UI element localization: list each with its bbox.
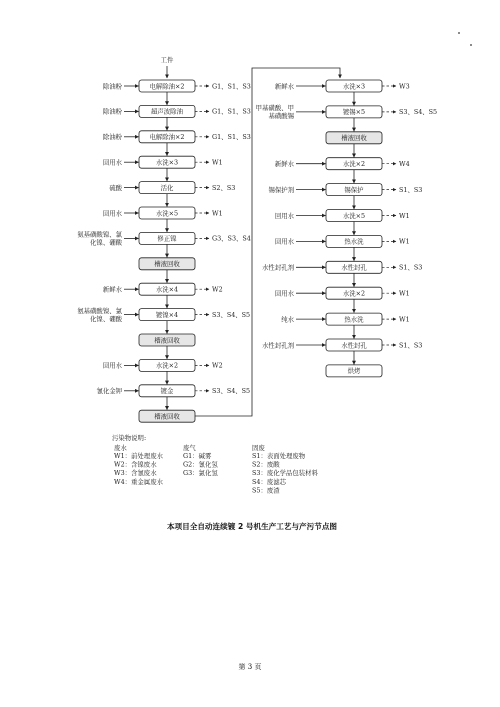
legend-item: W4：重金属废水: [114, 477, 163, 486]
left-emission-label: W1: [212, 209, 223, 218]
speck-mark: [458, 32, 460, 34]
right-step-label: 镀锡×5: [342, 108, 366, 117]
left-step-label: 镀金: [160, 387, 174, 396]
figure-caption: 本项目全自动连续镀 2 号机生产工艺与产污节点图: [166, 522, 338, 531]
left-step-label: 超声波除油: [151, 107, 183, 116]
left-step-label: 活化: [160, 183, 174, 192]
legend-item: S2：废酸: [252, 460, 280, 469]
left-step-label: 水洗×5: [155, 209, 179, 218]
right-step-label: 热水洗: [344, 315, 364, 324]
left-input-label: 氨基磺酸镍、氯: [77, 306, 122, 315]
right-input-label: 回用水: [274, 289, 294, 298]
right-input-label: 回用水: [274, 211, 294, 220]
right-step-label: 水洗×2: [342, 160, 366, 168]
left-step-label: 槽液回收: [154, 412, 180, 421]
right-emission-label: W1: [399, 315, 410, 324]
right-input-label: 水性封孔剂: [262, 263, 294, 272]
left-input-label: 氨基磺酸镍、氯: [77, 230, 122, 239]
right-emission-label: W1: [399, 211, 410, 220]
right-input-label: 纯水: [281, 315, 294, 324]
right-step-label: 锡保护: [344, 185, 364, 194]
right-step-label: 水性封孔: [341, 263, 367, 272]
left-emission-label: G1、S1、S3: [212, 82, 251, 91]
right-emission-label: W1: [399, 289, 410, 298]
right-emission-label: W4: [399, 160, 410, 168]
legend-group-heading: 固废: [252, 444, 265, 452]
right-input-label: 新鲜水: [274, 160, 294, 168]
legend-item: W3：含氰废水: [114, 469, 157, 478]
legend-item: S3：废化学品包装材料: [252, 469, 318, 478]
left-step-label: 水洗×4: [155, 285, 179, 294]
left-step-label: 槽液回收: [154, 336, 180, 345]
right-input-label: 回用水: [274, 237, 294, 246]
page-number: 第 3 页: [238, 663, 262, 671]
right-input-label: 新鲜水: [274, 82, 294, 91]
left-step-label: 电解除油×2: [149, 133, 185, 142]
right-emission-label: S1、S3: [399, 185, 423, 194]
legend-item: W2：含镍废水: [114, 460, 157, 469]
left-process-column: [77, 80, 251, 422]
left-input-label: 除油粉: [102, 82, 122, 91]
left-step-label: 镀镍×4: [155, 310, 179, 319]
left-emission-label: S3、S4、S5: [212, 387, 251, 396]
left-emission-label: S2、S3: [212, 183, 236, 192]
left-emission-label: G1、S1、S3: [212, 133, 251, 142]
right-step-label: 水洗×5: [342, 211, 366, 220]
right-step-label: 槽液回收: [341, 134, 367, 143]
left-input-label: 回用水: [102, 158, 122, 167]
left-emission-label: G1、S1、S3: [212, 107, 251, 116]
left-input-label: 回用水: [102, 361, 122, 370]
legend-item: G3：氯化氢: [183, 469, 218, 478]
right-emission-label: W3: [399, 82, 410, 91]
legend: [112, 433, 319, 494]
left-emission-label: W2: [212, 361, 223, 370]
left-emission-label: W1: [212, 158, 223, 167]
left-input-label: 化镍、硼酸: [90, 238, 122, 247]
left-input-label: 化镍、硼酸: [90, 314, 122, 323]
legend-group-heading: 废气: [183, 444, 196, 452]
left-emission-label: W2: [212, 285, 223, 294]
legend-group-heading: 废水: [114, 444, 127, 452]
right-emission-label: S3、S4、S5: [399, 108, 438, 117]
left-step-label: 槽液回收: [154, 260, 180, 269]
right-emission-label: W1: [399, 237, 410, 246]
right-step-label: 热水洗: [344, 237, 364, 246]
start-label: 工件: [160, 56, 174, 64]
legend-item: G1：碱雾: [183, 452, 212, 460]
legend-item: G2：氰化氢: [183, 460, 218, 469]
legend-item: W1：前处理废水: [114, 452, 163, 460]
right-input-label: 甲基磺酸、甲: [255, 104, 294, 113]
left-input-label: 回用水: [102, 209, 122, 218]
left-input-label: 硫酸: [109, 183, 122, 192]
legend-title: 污染物说明:: [112, 434, 147, 442]
right-input-label: 锡保护剂: [268, 185, 294, 194]
left-input-label: 新鲜水: [102, 285, 122, 294]
legend-groups: [114, 443, 319, 494]
right-input-label: 水性封孔剂: [262, 341, 294, 350]
left-input-label: 氰化金钾: [96, 387, 122, 396]
right-input-label: 基磺酸锡: [268, 112, 294, 121]
left-step-label: 水洗×3: [155, 158, 179, 167]
legend-item: S5：废渣: [252, 486, 280, 495]
speck-mark: [470, 44, 472, 46]
right-step-label: 水洗×3: [342, 82, 366, 91]
right-process-column: [256, 80, 437, 377]
left-emission-label: G3、S3、S4: [212, 234, 251, 243]
left-step-label: 水洗×2: [155, 361, 179, 370]
legend-item: S1：表面处理废物: [252, 452, 306, 460]
right-step-label: 水洗×2: [342, 289, 366, 298]
left-input-label: 除油粉: [102, 133, 122, 142]
left-input-label: 除油粉: [102, 107, 122, 116]
right-step-label: 烘烤: [347, 367, 361, 376]
left-step-label: 电解除油×2: [149, 82, 185, 91]
legend-item: S4：废滤芯: [252, 477, 287, 486]
left-emission-label: S3、S4、S5: [212, 310, 251, 319]
right-emission-label: S1、S3: [399, 341, 423, 350]
left-step-label: 修正镍: [157, 234, 177, 243]
right-step-label: 水性封孔: [341, 341, 367, 350]
right-emission-label: S1、S3: [399, 263, 423, 272]
